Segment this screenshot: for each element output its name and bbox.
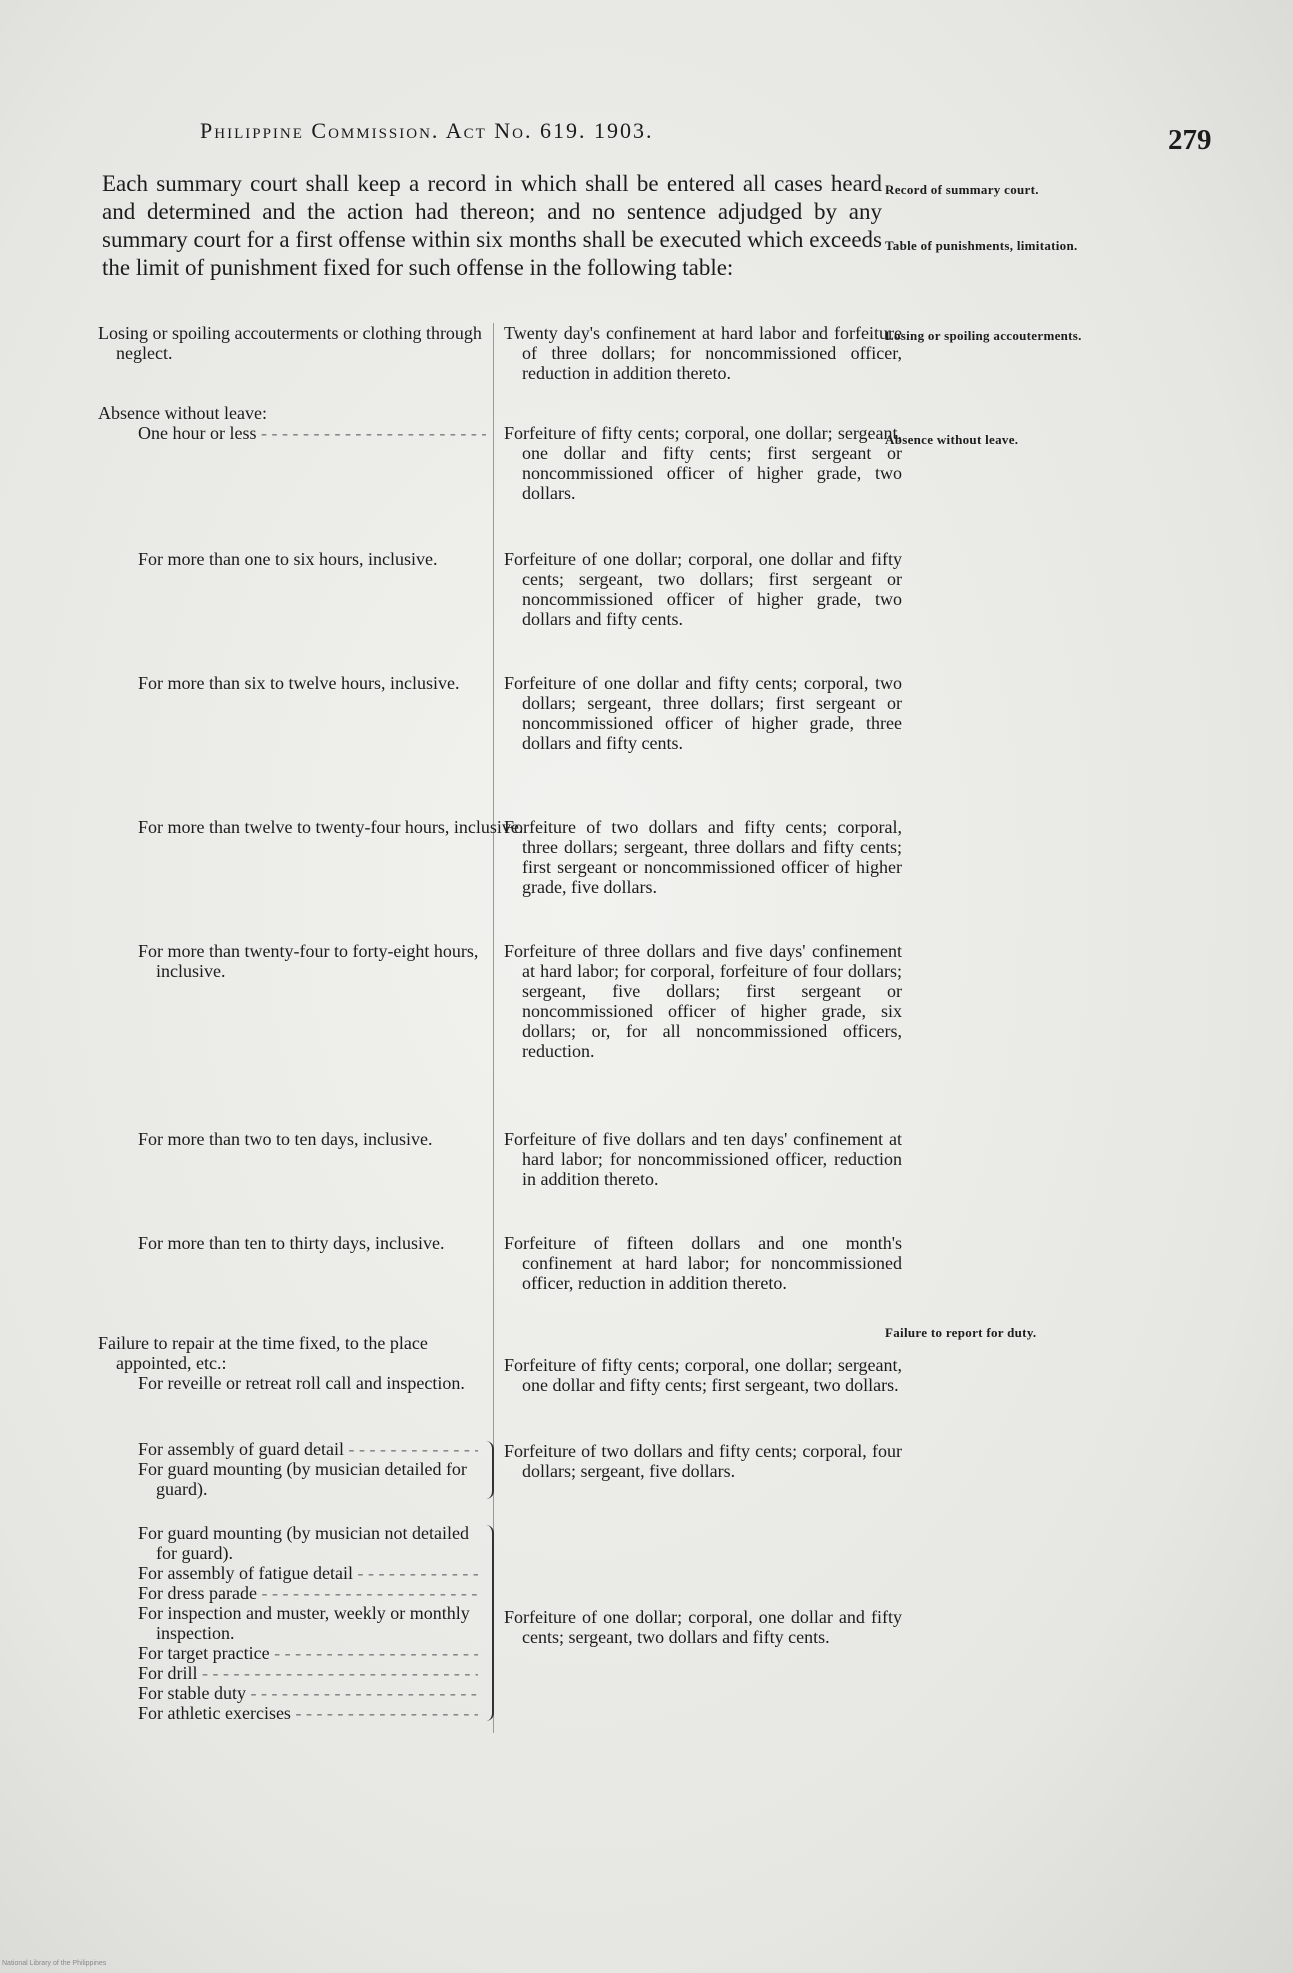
scan-credit: National Library of the Philippines	[2, 1960, 107, 1967]
sidenote-losing: Losing or spoiling accouterments.	[885, 328, 1082, 343]
absence-offense-6: For more than two to ten days, inclusive.	[138, 1129, 433, 1149]
sidenote-absence: Absence without leave.	[885, 432, 1019, 447]
failure-offense-2a: For assembly of guard detail - - -	[138, 1439, 478, 1459]
absence-punishment-5: Forfeiture of three dollars and five days' confinement at hard labor; for corporal, forfeiture of four dollars; sergeant, five dollars; first sergeant or noncommissioned officer of higher grade, six dollars; or, for all noncommissioned officers, reduction.	[504, 941, 902, 1061]
brace-3	[486, 1525, 494, 1721]
page-number: 279	[1168, 124, 1212, 156]
failure-offense-3a: For guard mounting (by musician not detailed for guard).	[138, 1523, 469, 1563]
absence-offense-1-text: One hour or less - - -	[138, 423, 486, 443]
sidenote-record: Record of summary court.	[885, 182, 1039, 197]
absence-punishment-6: Forfeiture of five dollars and ten days' confinement at hard labor; for noncommissioned officer, reduction in addition thereto.	[504, 1129, 902, 1189]
failure-offense-3h: For athletic exercises - - -	[138, 1703, 478, 1723]
failure-offense-3f: For drill - - -	[138, 1663, 478, 1683]
running-header: Philippine Commission. Act No. 619. 1903.	[200, 118, 654, 143]
absence-heading: Absence without leave:	[98, 403, 267, 423]
absence-punishment-7: Forfeiture of fifteen dollars and one month's confinement at hard labor; for noncommissioned officer, reduction in addition thereto.	[504, 1233, 902, 1293]
intro-paragraph: Each summary court shall keep a record in which shall be entered all cases heard and determined and the action had thereon; and no sentence adjudged by any summary court for a first offense within six months shall be executed which exceeds the limit of punishment fixed for such offense in the following table:	[102, 171, 882, 280]
offense-losing: Losing or spoiling accouterments or clothing through neglect.	[98, 323, 482, 363]
absence-offense-7: For more than ten to thirty days, inclusive.	[138, 1233, 445, 1253]
failure-punishment-1: Forfeiture of fifty cents; corporal, one dollar; sergeant, one dollar and fifty cents; first sergeant, two dollars.	[504, 1355, 902, 1395]
absence-offense-5: For more than twenty-four to forty-eight hours, inclusive.	[138, 941, 479, 981]
failure-offense-3e: For target practice - - -	[138, 1643, 478, 1663]
absence-offense-1	[98, 423, 486, 443]
absence-punishment-2: Forfeiture of one dollar; corporal, one dollar and fifty cents; sergeant, two dollars; first sergeant or noncommissioned officer of higher grade, two dollars and fifty cents.	[504, 549, 902, 629]
failure-heading: Failure to repair at the time fixed, to the place appointed, etc.:	[98, 1333, 428, 1373]
absence-punishment-1: Forfeiture of fifty cents; corporal, one dollar; sergeant, one dollar and fifty cents; first sergeant or noncommissioned officer of higher grade, two dollars.	[504, 423, 902, 503]
absence-offense-4: For more than twelve to twenty-four hours, inclusive.	[138, 817, 524, 837]
failure-offense-3g: For stable duty - - -	[138, 1683, 478, 1703]
failure-punishment-2: Forfeiture of two dollars and fifty cents; corporal, four dollars; sergeant, five dollars.	[504, 1441, 902, 1481]
absence-offense-3: For more than six to twelve hours, inclusive.	[138, 673, 460, 693]
absence-punishment-3: Forfeiture of one dollar and fifty cents; corporal, two dollars; sergeant, three dollars; first sergeant or noncommissioned officer of higher grade, three dollars and fifty cents.	[504, 673, 902, 753]
failure-punishment-3: Forfeiture of one dollar; corporal, one dollar and fifty cents; sergeant, two dollars and fifty cents.	[504, 1607, 902, 1647]
failure-offenses-3	[98, 1523, 478, 1723]
absence-offense-2: For more than one to six hours, inclusive.	[138, 549, 438, 569]
failure-offense-2b: For guard mounting (by musician detailed for guard).	[138, 1459, 467, 1499]
failure-offenses-2	[98, 1439, 478, 1499]
punishment-losing: Twenty day's confinement at hard labor and forfeiture of three dollars; for noncommissioned officer, reduction in addition thereto.	[504, 323, 902, 383]
sidenote-table: Table of punishments, limitation.	[885, 238, 1078, 253]
failure-offense-3b: For assembly of fatigue detail - - -	[138, 1563, 478, 1583]
absence-punishment-4: Forfeiture of two dollars and fifty cents; corporal, three dollars; sergeant, three dollars and fifty cents; first sergeant or noncommissioned officer of higher grade, five dollars.	[504, 817, 902, 897]
failure-offense-3d: For inspection and muster, weekly or monthly inspection.	[138, 1603, 470, 1643]
sidenote-failure: Failure to report for duty.	[885, 1325, 1037, 1340]
brace-2	[486, 1441, 494, 1499]
failure-offense-3c: For dress parade - - -	[138, 1583, 478, 1603]
punishment-table	[98, 323, 902, 1733]
failure-offense-1: For reveille or retreat roll call and inspection.	[138, 1373, 465, 1393]
